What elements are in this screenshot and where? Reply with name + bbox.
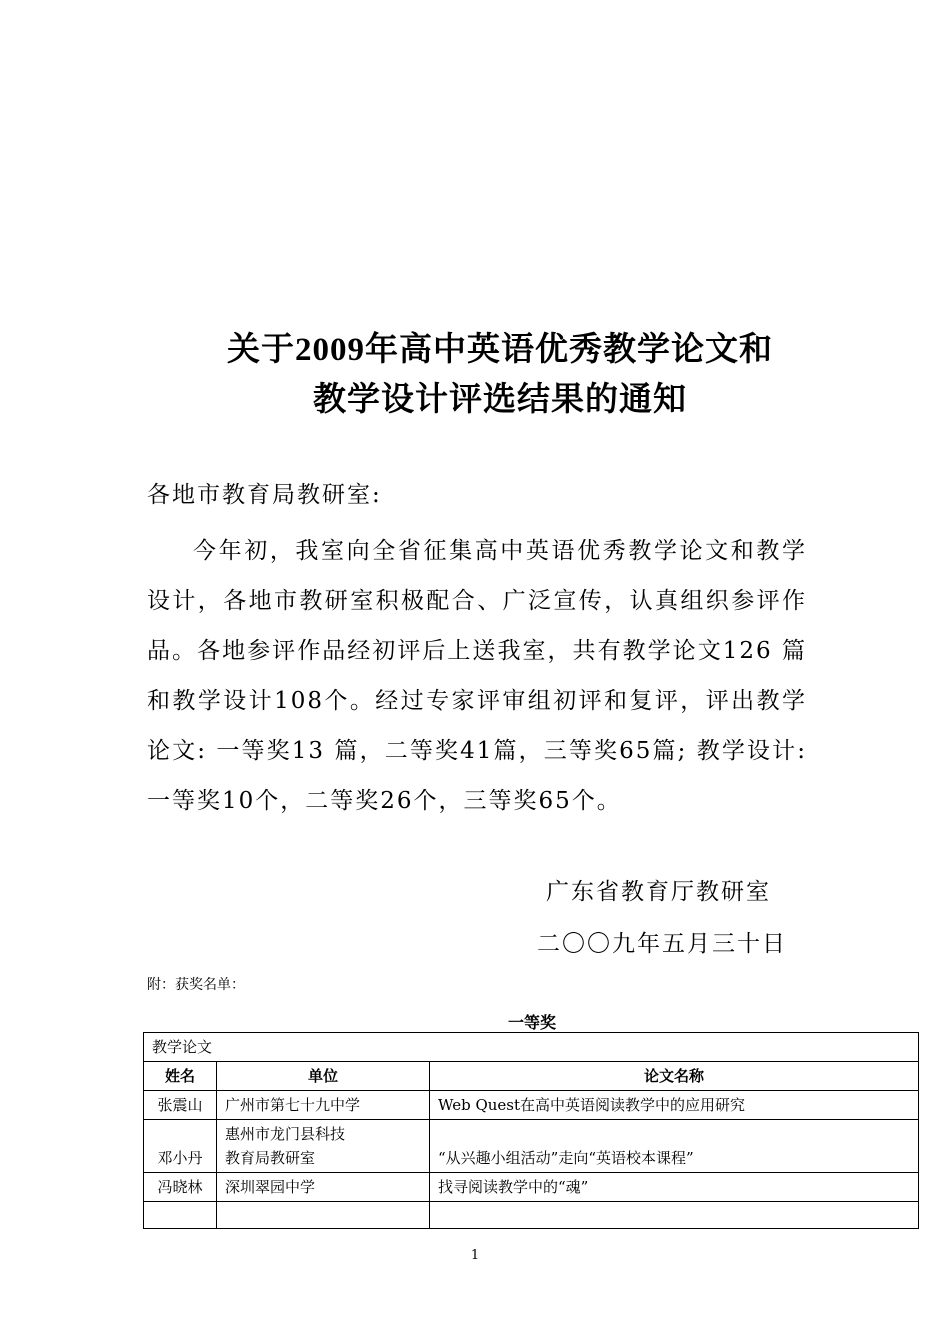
cell-unit	[217, 1120, 430, 1173]
cell-paper: Web Quest在高中英语阅读教学中的应用研究	[430, 1091, 919, 1120]
salutation: 各地市教育局教研室:	[147, 482, 382, 508]
cell-unit	[217, 1202, 430, 1229]
notice-body	[147, 526, 807, 826]
notice-title-line-1: 关于2009年高中英语优秀教学论文和	[227, 332, 773, 368]
cell-paper	[430, 1202, 919, 1229]
cell-name: 张震山	[144, 1091, 217, 1120]
unit-line: 惠州市龙门县科技	[225, 1125, 346, 1143]
page-number: 1	[470, 1248, 480, 1263]
table-row	[144, 1091, 919, 1120]
award-table	[143, 1032, 919, 1229]
table-row	[144, 1202, 919, 1229]
cell-paper: “从兴趣小组活动”走向“英语校本课程”	[430, 1120, 919, 1173]
category-cell: 教学论文	[144, 1033, 919, 1062]
header-paper: 论文名称	[430, 1062, 919, 1091]
table-row	[144, 1173, 919, 1202]
cell-name: 冯晓林	[144, 1173, 217, 1202]
table-row	[144, 1120, 919, 1173]
header-row	[144, 1062, 919, 1091]
signature-date: 二〇〇九年五月三十日	[537, 931, 787, 957]
unit-line: 深圳翠园中学	[225, 1178, 316, 1196]
cell-name: 邓小丹	[144, 1120, 217, 1173]
attachment-label: 附：获奖名单：	[147, 977, 245, 993]
unit-line: 广州市第七十九中学	[225, 1096, 361, 1114]
award-level-heading: 一等奖	[507, 1013, 556, 1032]
category-row	[144, 1033, 919, 1062]
unit-line: 教育局教研室	[225, 1149, 316, 1167]
cell-unit	[217, 1173, 430, 1202]
cell-unit	[217, 1091, 430, 1120]
cell-paper: 找寻阅读教学中的“魂”	[430, 1173, 919, 1202]
body-paragraph: 今年初，我室向全省征集高中英语优秀教学论文和教学设计，各地市教研室积极配合、广泛宣传，认真组织参评作品。各地参评作品经初评后上送我室，共有教学论文126 篇和教学设计108个。经过专家评审组初评和复评，评出教学论文: 一等奖13 篇，二等奖41篇，三等奖65篇; 教学设计: 一等奖10个，二等奖26个，三等奖65个。	[147, 538, 807, 814]
notice-title-line-2: 教学设计评选结果的通知	[313, 382, 687, 418]
cell-name	[144, 1202, 217, 1229]
header-name: 姓名	[144, 1062, 217, 1091]
header-unit: 单位	[217, 1062, 430, 1091]
signature-org: 广东省教育厅教研室	[546, 879, 771, 905]
